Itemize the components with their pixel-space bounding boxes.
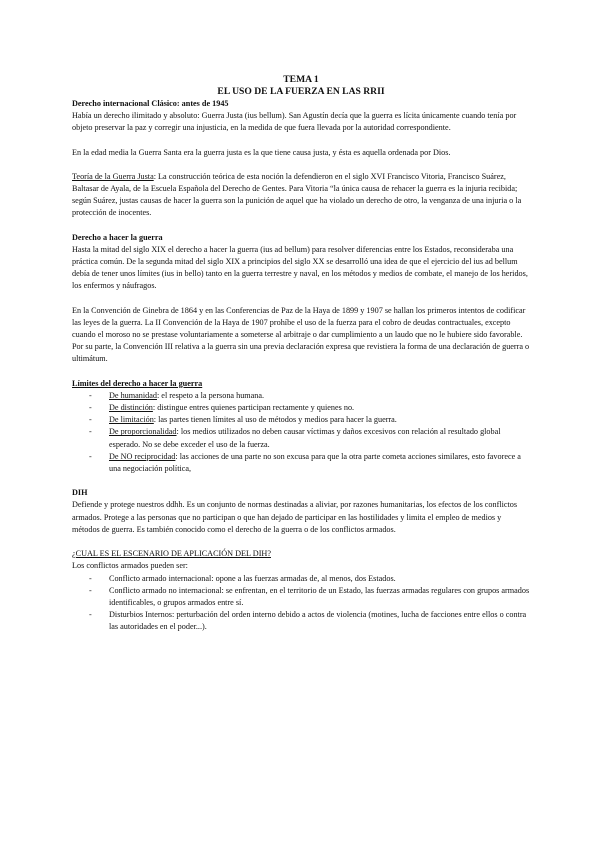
list-dash: - xyxy=(89,415,92,425)
paragraph-teoria-guerra-justa xyxy=(72,171,530,220)
term-teoria-guerra-justa: Teoría de la Guerra Justa xyxy=(72,171,154,181)
section-heading-dih: DIH xyxy=(72,488,88,498)
list-dash: - xyxy=(89,403,92,413)
list-item-text: : los medios utilizados no deben causar víctimas y daños excesivos con relación al resultado global esperado. No se debe exceder el uso de la fuerza. xyxy=(109,427,501,449)
paragraph-convenciones: En la Convención de Ginebra de 1864 y en las Conferencias de Paz de la Haya de 1899 y 1907 se hallan los primeros intentos de codificar las leyes de la guerra. La II Convención de la Haya de 1907 prohíbe el uso de la fuerza para el cobro de deudas contractuales, excepto cuando el moroso no se prestase voluntariamente a someterse al arbitraje o dar cumplimiento a un laudo que no le hubiere sido favorable. Por su parte, la Convención III relativa a la guerra sin una previa declaración expresa que revistiera la forma de una declaración de guerra o ultimátum. xyxy=(72,305,530,364)
document-title: EL USO DE LA FUERZA EN LAS RRII xyxy=(217,86,385,97)
list-item xyxy=(72,609,530,633)
list-dash: - xyxy=(89,427,92,437)
list-dash: - xyxy=(89,573,92,583)
list-item-text: Conflicto armado internacional: opone a las fuerzas armadas de, al menos, dos Estados. xyxy=(109,573,396,583)
paragraph-dih: Defiende y protege nuestros ddhh. Es un conjunto de normas destinadas a aliviar, por razones humanitarias, los efectos de los conflictos armados. Protege a las personas que no participan o que han dejado de participar en las hostilidades y limita el empleo de medios y métodos de guerra. Es también conocido como el derecho de la guerra o de los conflictos armados. xyxy=(72,500,518,534)
teoria-guerra-justa-text: : La construcción teórica de esta noción la defendieron en el siglo XVI Francisco Vitoria, Francisco Suárez, Baltasar de Ayala, de la Escuela Española del Derecho de Gentes. Para Vitoria “la única causa de rehacer la guerra es la injuria recibida; según Suárez, justas causas de hacer la guerra son la punición de aquel que ha violado un derecho de otro, la venganza de una injuria o la protección de inocentes. xyxy=(72,171,522,218)
list-item xyxy=(72,573,530,585)
list-dash: - xyxy=(89,451,92,461)
list-item-text: : el respeto a la persona humana. xyxy=(156,390,265,400)
limites-list xyxy=(72,390,530,475)
section-heading-derecho-hacer-guerra: Derecho a hacer la guerra xyxy=(72,232,163,242)
term-no-reciprocidad: De NO reciprocidad xyxy=(109,451,176,461)
list-dash: - xyxy=(89,610,92,620)
list-item xyxy=(72,414,530,426)
term-limitacion: De limitación xyxy=(109,415,154,425)
document-title-number: TEMA 1 xyxy=(283,74,319,85)
list-item xyxy=(72,390,530,402)
section-heading-limites: Límites del derecho a hacer la guerra xyxy=(72,378,203,388)
list-item-text: Disturbios Internos: perturbación del orden interno debido a actos de violencia (motines, lucha de facciones entre ellos o contra las autoridades en el poder...). xyxy=(109,610,527,632)
section-heading-escenario: ¿CUAL ES EL ESCENARIO DE APLICACIÓN DEL DIH? xyxy=(72,549,271,559)
list-item-text: : las partes tienen límites al uso de métodos y medios para hacer la guerra. xyxy=(153,415,397,425)
term-distincion: De distinción xyxy=(109,403,153,413)
term-humanidad: De humanidad xyxy=(109,390,157,400)
paragraph-ius-ad-bellum: Hasta la mitad del siglo XIX el derecho a hacer la guerra (ius ad bellum) para resolver diferencias entre los Estados, reconsideraba una práctica común. De la segunda mitad del siglo XIX a principios del siglo XX se desarrolló una idea de que el ejercicio del ius ad bellum debía de tener unos límites (ius in bello) tanto en la guerra terrestre y naval, en los métodos y medios de combate, el manejo de los heridos, los enfermos y náufragos. xyxy=(72,244,528,291)
paragraph-guerra-santa: En la edad media la Guerra Santa era la guerra justa es la que tiene causa justa, y ésta es aquella ordenada por Dios. xyxy=(72,147,451,157)
list-item-text: Conflicto armado no internacional: se enfrentan, en el territorio de un Estado, las fuerzas armadas regulares con grupos armados identificables, o grupos armados entre sí. xyxy=(109,585,530,607)
paragraph-conflictos-intro: Los conflictos armados pueden ser: xyxy=(72,561,188,571)
conflictos-list xyxy=(72,573,530,634)
paragraph-guerra-justa: Había un derecho ilimitado y absoluto: Guerra Justa (ius bellum). San Agustín decía que la guerra es lícita únicamente cuando tenía por objeto preservar la paz y corregir una injusticia, en la medida de que fuera llevada por la autoridad correspondiente. xyxy=(72,111,517,133)
list-item xyxy=(72,426,530,450)
list-dash: - xyxy=(89,585,92,595)
list-item xyxy=(72,402,530,414)
list-item-text: : distingue entres quienes participan rectamente y quienes no. xyxy=(152,403,355,413)
list-item xyxy=(72,585,530,609)
list-dash: - xyxy=(89,390,92,400)
term-proporcionalidad: De proporcionalidad xyxy=(109,427,177,437)
section-heading-derecho-clasico: Derecho internacional Clásico: antes de 1945 xyxy=(72,99,229,108)
list-item-text: : las acciones de una parte no son excusa para que la otra parte cometa acciones similares, esto favorece a una negociación política, xyxy=(109,451,521,474)
list-item xyxy=(72,451,530,475)
